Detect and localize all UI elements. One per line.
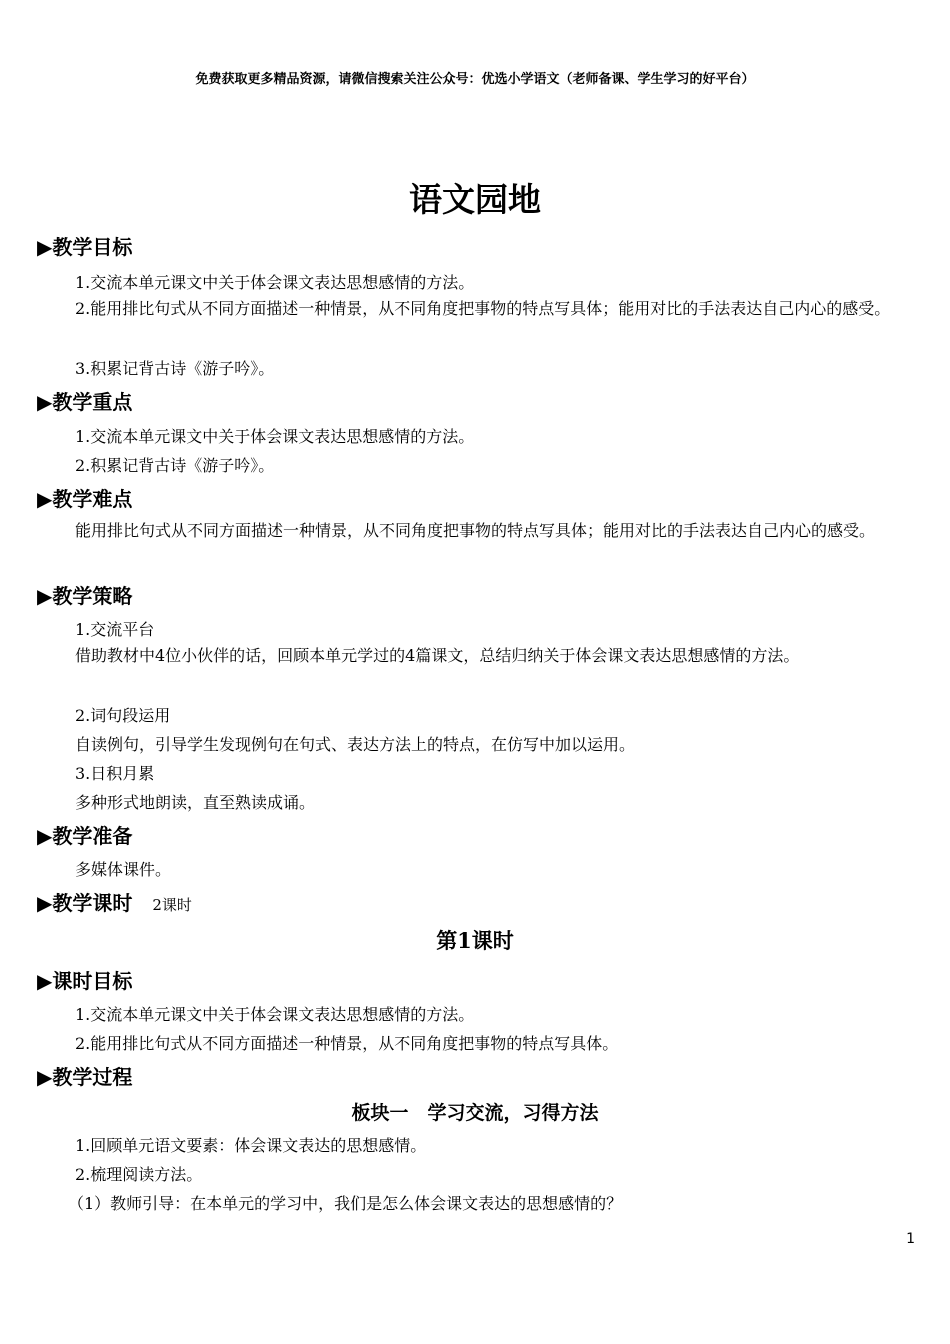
- goal-item-3: 3.积累记背古诗《游子吟》。: [75, 359, 275, 378]
- strategy-text-2: 自读例句，引导学生发现例句在句式、表达方法上的特点，在仿写中加以运用。: [75, 735, 636, 754]
- page-title: 语文园地: [409, 180, 541, 219]
- block1-line-1: 1.回顾单元语文要素：体会课文表达的思想感情。: [75, 1136, 427, 1155]
- key-point-item-2: 2.积累记背古诗《游子吟》。: [75, 456, 275, 475]
- lesson-goal-item-1: 1.交流本单元课文中关于体会课文表达思想感情的方法。: [75, 1005, 475, 1024]
- block1-line-3: （1）教师引导：在本单元的学习中，我们是怎么体会课文表达的思想感情的？: [68, 1194, 623, 1213]
- preparation-heading: ▶教学准备: [37, 824, 133, 848]
- strategy-label-2: 2.词句段运用: [75, 706, 171, 725]
- page-number: 1: [906, 1231, 915, 1247]
- process-heading: ▶教学过程: [37, 1065, 133, 1089]
- preparation-text: 多媒体课件。: [75, 860, 172, 879]
- goal-item-2: 2.能用排比句式从不同方面描述一种情景，从不同角度把事物的特点写具体；能用对比的手法表达自己内心的感受。: [75, 299, 891, 318]
- goals-heading: ▶教学目标: [37, 235, 133, 259]
- header-note: 免费获取更多精品资源，请微信搜索关注公众号：优选小学语文（老师备课、学生学习的好平台）: [195, 72, 755, 87]
- periods-value: 2课时: [152, 896, 192, 914]
- key-points-heading: ▶教学重点: [37, 390, 133, 414]
- periods-label: ▶教学课时: [37, 891, 133, 915]
- goal-item-1: 1.交流本单元课文中关于体会课文表达思想感情的方法。: [75, 273, 475, 292]
- strategy-label-3: 3.日积月累: [75, 764, 155, 783]
- block1-title: 板块一 学习交流，习得方法: [351, 1102, 599, 1124]
- strategy-text-1: 借助教材中4位小伙伴的话，回顾本单元学过的4篇课文，总结归纳关于体会课文表达思想感情的方法。: [75, 646, 800, 665]
- strategy-label-1: 1.交流平台: [75, 620, 155, 639]
- periods-heading: [37, 887, 192, 916]
- lesson-goals-heading: ▶课时目标: [37, 969, 133, 993]
- strategy-heading: ▶教学策略: [37, 584, 133, 608]
- block1-line-2: 2.梳理阅读方法。: [75, 1165, 203, 1184]
- lesson-goal-item-2: 2.能用排比句式从不同方面描述一种情景，从不同角度把事物的特点写具体。: [75, 1034, 619, 1053]
- difficulties-heading: ▶教学难点: [37, 487, 133, 511]
- lesson-subtitle: 第1课时: [436, 928, 514, 953]
- key-point-item-1: 1.交流本单元课文中关于体会课文表达思想感情的方法。: [75, 427, 475, 446]
- difficulties-text: 能用排比句式从不同方面描述一种情景，从不同角度把事物的特点写具体；能用对比的手法表达自己内心的感受。: [75, 521, 876, 540]
- strategy-text-3: 多种形式地朗读，直至熟读成诵。: [75, 793, 316, 812]
